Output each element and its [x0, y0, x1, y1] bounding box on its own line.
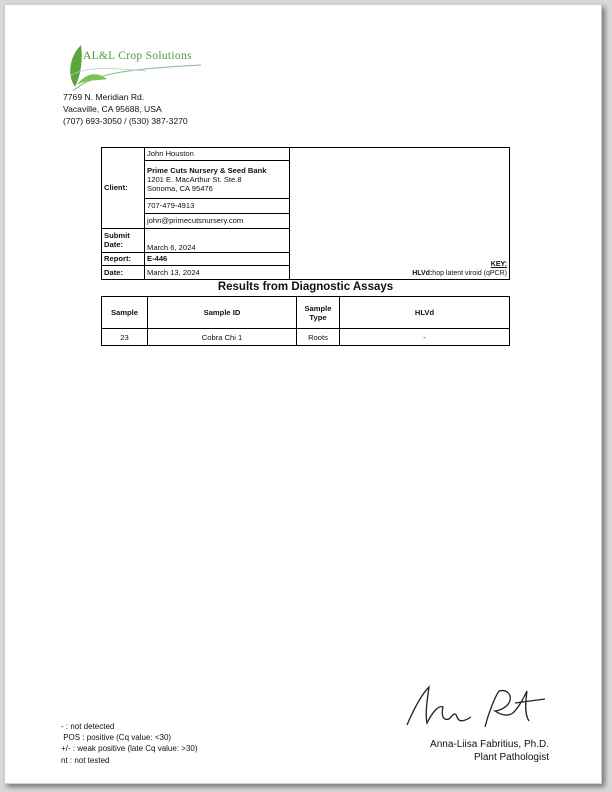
signatory-name: Anna-Liisa Fabritius, Ph.D.: [430, 739, 549, 750]
cell-hlvd: -: [340, 329, 510, 346]
leaf-logo-icon: [61, 35, 211, 95]
col-header-sample-type: [297, 297, 340, 329]
date-label: Date:: [102, 265, 145, 279]
legend-item: POS : positive (Cq value: <30): [61, 733, 172, 743]
signatory-title: Plant Pathologist: [473, 752, 549, 763]
key-title: KEY:: [490, 261, 507, 268]
cell-sample: 23: [102, 329, 148, 346]
client-info-table: [102, 148, 290, 279]
results-table: [101, 296, 510, 346]
business-name: Prime Cuts Nursery & Seed Bank: [147, 165, 267, 175]
legend-item: - : not detected: [61, 722, 115, 731]
report-label: Report:: [102, 252, 145, 265]
client-label: Client:: [102, 148, 145, 228]
company-logo: [61, 35, 211, 95]
submit-date: March 6, 2024: [145, 228, 290, 252]
col-header-line: Type: [309, 312, 327, 322]
cell-sample-type: Roots: [297, 329, 340, 346]
assay-key: [412, 260, 507, 278]
handwritten-signature: [403, 681, 553, 733]
company-name: AL&L Crop Solutions: [83, 50, 192, 62]
contact-name: John Houston: [145, 148, 290, 160]
results-title: Results from Diagnostic Assays: [217, 281, 394, 293]
client-phone: 707-479-4913: [145, 198, 290, 213]
address-line: (707) 693-3050 / (530) 387-3270: [63, 116, 188, 126]
key-desc: hop latent viroid (qPCR): [432, 270, 507, 277]
street: 1201 E. MacArthur St. Ste.8: [147, 174, 242, 184]
client-address: [145, 160, 290, 198]
results-legend: [61, 721, 198, 766]
client-info-box: [101, 147, 510, 280]
address-line: 7769 N. Meridian Rd.: [63, 92, 145, 102]
city: Sonoma, CA 95476: [147, 183, 213, 193]
report-date: March 13, 2024: [145, 265, 290, 279]
table-row: [102, 329, 510, 346]
submit-label-line: Date:: [104, 240, 123, 249]
submit-label-line: Submit: [104, 231, 130, 240]
report-id: E-446: [145, 252, 290, 265]
signatory-block: [385, 738, 549, 764]
submit-date-label: [102, 228, 145, 252]
client-email: john@primecutsnursery.com: [145, 213, 290, 228]
company-address: [63, 91, 188, 127]
col-header-sample-id: Sample ID: [148, 297, 297, 329]
report-page: [4, 4, 602, 784]
key-entry: [412, 269, 507, 278]
key-abbr: HLVd:: [412, 270, 433, 277]
legend-item: +/- : weak positive (late Cq value: >30): [61, 744, 198, 754]
cell-sample-id: Cobra Chi 1: [148, 329, 297, 346]
col-header-line: Sample: [304, 303, 332, 313]
col-header-hlvd: HLVd: [340, 297, 510, 329]
col-header-sample: Sample: [102, 297, 148, 329]
legend-item: nt : not tested: [61, 755, 110, 765]
address-line: Vacaville, CA 95688, USA: [63, 104, 162, 114]
